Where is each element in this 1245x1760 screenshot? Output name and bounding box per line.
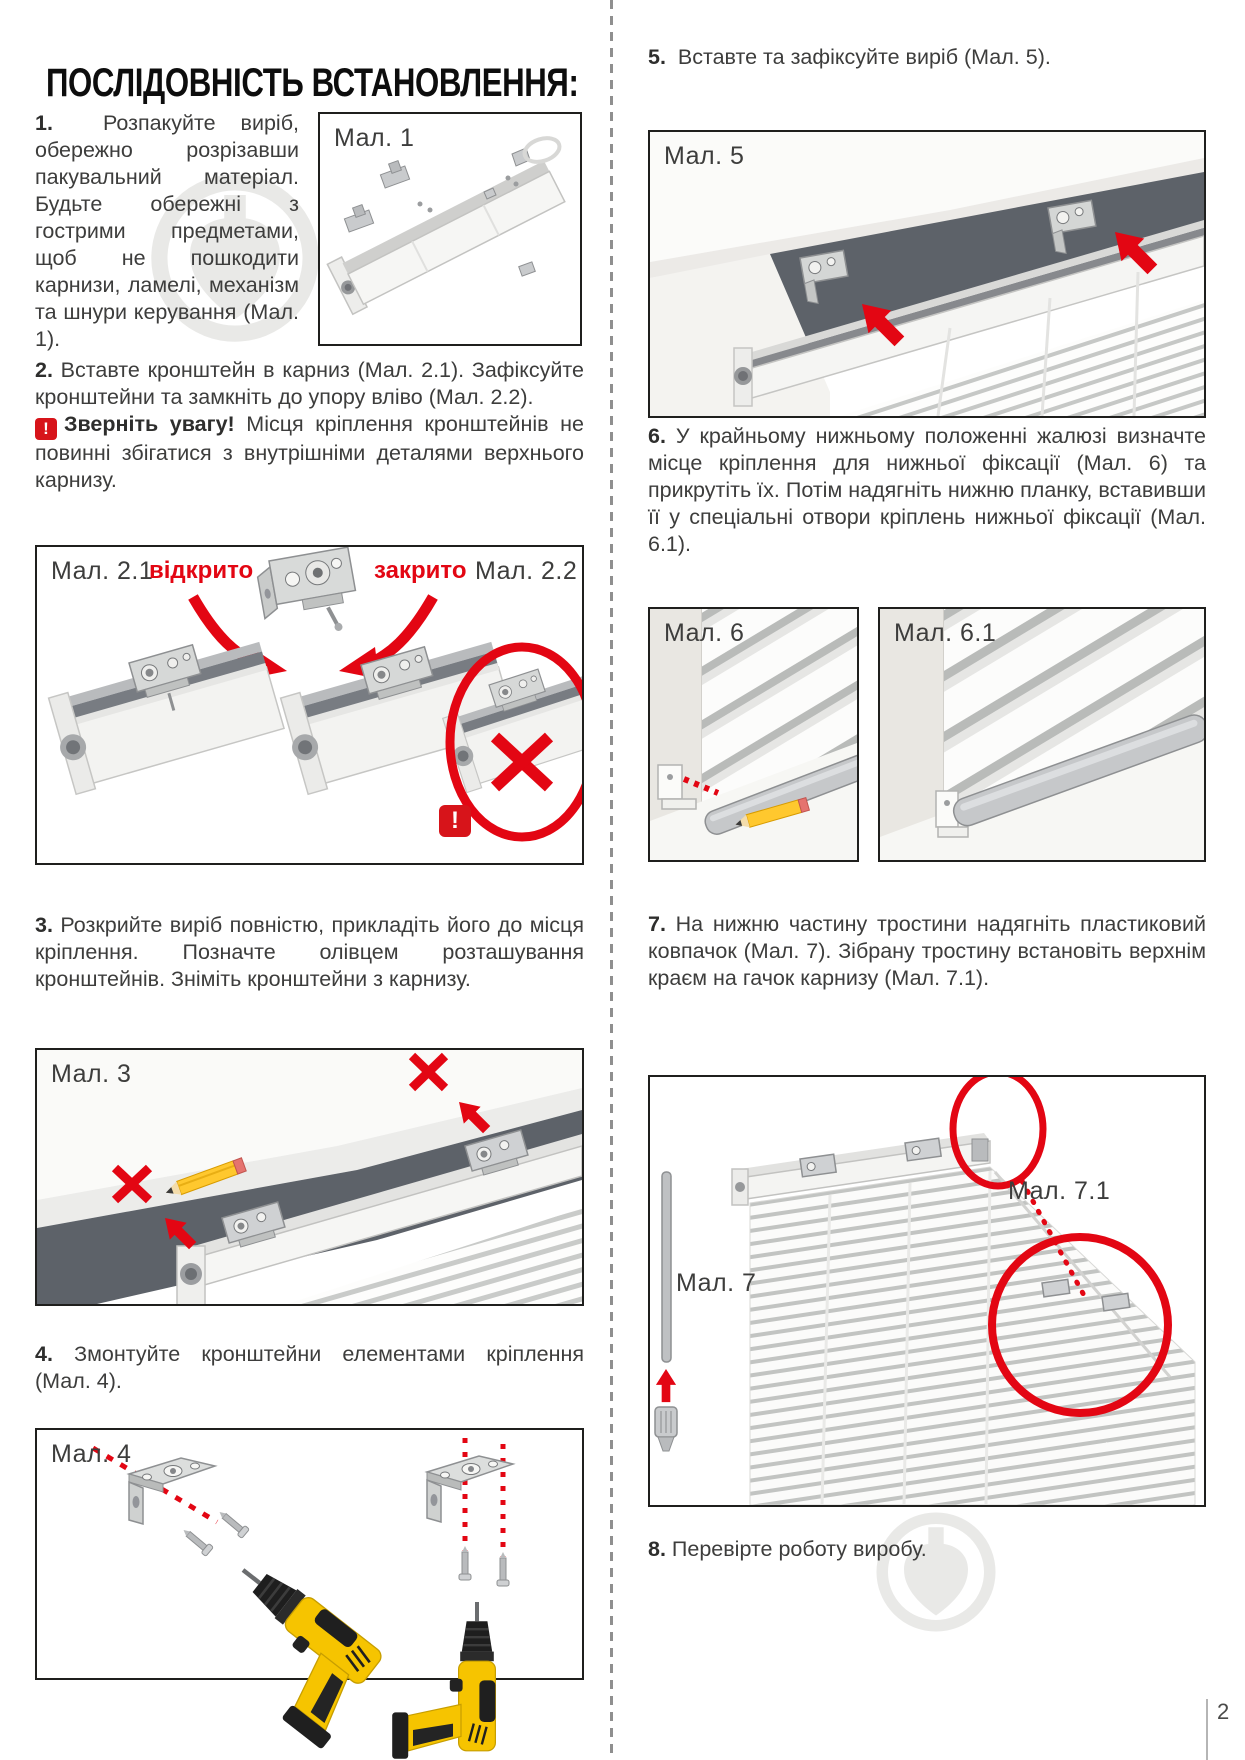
step-text: На нижню частину тростини надягніть пластиковий ковпачок (Мал. 7). Зібрану тростину встановіть верхнім краєм на гачок карнизу (Мал. 7.1).: [648, 912, 1206, 990]
step-6: [648, 423, 1206, 558]
figure-label: Мал. 5: [664, 142, 745, 170]
figure-label: Мал. 6.1: [894, 619, 997, 647]
brand-watermark: [872, 1508, 1000, 1636]
step-8: [648, 1536, 1206, 1563]
step-4: [35, 1341, 584, 1395]
figure-3: [35, 1048, 584, 1306]
column-divider: [610, 0, 613, 1760]
figure-5: [648, 130, 1206, 418]
figure-label: Мал. 7: [676, 1269, 757, 1297]
figure-callout-label: Мал. 7.1: [1008, 1177, 1111, 1205]
step-text: Розпакуйте виріб, обережно розрізавши пакувальний матеріал. Будьте обережні з гострими предметами, щоб не пошкодити карнизи, ламелі, механізм та шнури керування (Мал. 1).: [35, 111, 299, 351]
figure-label: Мал. 2.1: [51, 557, 154, 585]
closed-state-label: закрито: [374, 557, 467, 584]
step-number: 5.: [648, 45, 666, 69]
step-number: 6.: [648, 424, 666, 448]
figure-label: Мал. 6: [664, 619, 745, 647]
step-5: [648, 44, 1206, 71]
page-number: 2: [1206, 1699, 1229, 1760]
figure-2-illustration: [37, 547, 582, 863]
figure-4-illustration: [37, 1430, 582, 1760]
figure-6-1: [878, 607, 1206, 862]
open-state-label: відкрито: [149, 557, 254, 584]
step-1: [35, 110, 299, 353]
step-7: [648, 911, 1206, 992]
figure-4: [35, 1428, 584, 1680]
figure-label: Мал. 1: [334, 124, 415, 152]
step-text: Перевірте роботу виробу.: [671, 1537, 927, 1561]
step-number: 2.: [35, 358, 53, 382]
step-text: Змонтуйте кронштейни елементами кріплення (Мал. 4).: [35, 1342, 584, 1393]
figure-7: [648, 1075, 1206, 1507]
figure-2: [35, 545, 584, 865]
warning-label: Зверніть увагу!: [64, 412, 235, 436]
step-number: 3.: [35, 913, 53, 937]
alert-icon: !: [439, 805, 471, 837]
figure-label: Мал. 2.2: [475, 557, 578, 585]
figure-6: [648, 607, 859, 862]
step-number: 4.: [35, 1342, 53, 1366]
warning-text: Місця кріплення кронштейнів не повинні збігатися з внутрішніми деталями верхнього карнизу.: [35, 412, 584, 492]
step-number: 7.: [648, 912, 666, 936]
step-number: 1.: [35, 111, 53, 135]
step-3: [35, 912, 584, 993]
step-number: 8.: [648, 1537, 666, 1561]
warning-note: [35, 411, 584, 494]
figure-5-illustration: [650, 132, 1204, 416]
step-text: У крайньому нижньому положенні жалюзі визначте місце кріплення для нижньої фіксації (Мал. 6) та прикрутіть їх. Потім надягніть нижню планку, вставивши її у спеціальні отвори кріплень нижньої фіксації (Мал. 6.1).: [648, 424, 1206, 556]
figure-label: Мал. 3: [51, 1060, 132, 1088]
step-text: Розкрийте виріб повністю, прикладіть його до місця кріплення. Позначте олівцем розташування кронштейнів. Зніміть кронштейни з карнизу.: [35, 913, 584, 991]
figure-label: Мал. 4: [51, 1440, 132, 1468]
step-2: [35, 357, 584, 494]
alert-icon: !: [35, 418, 57, 440]
figure-1: [318, 112, 582, 346]
step-text: Вставте та зафіксуйте виріб (Мал. 5).: [677, 45, 1051, 69]
step-text: Вставте кронштейн в карниз (Мал. 2.1). Зафіксуйте кронштейни та замкніть до упору вліво (Мал. 2.2).: [35, 358, 584, 409]
page-title: ПОСЛІДОВНІСТЬ ВСТАНОВЛЕННЯ:: [46, 60, 579, 105]
